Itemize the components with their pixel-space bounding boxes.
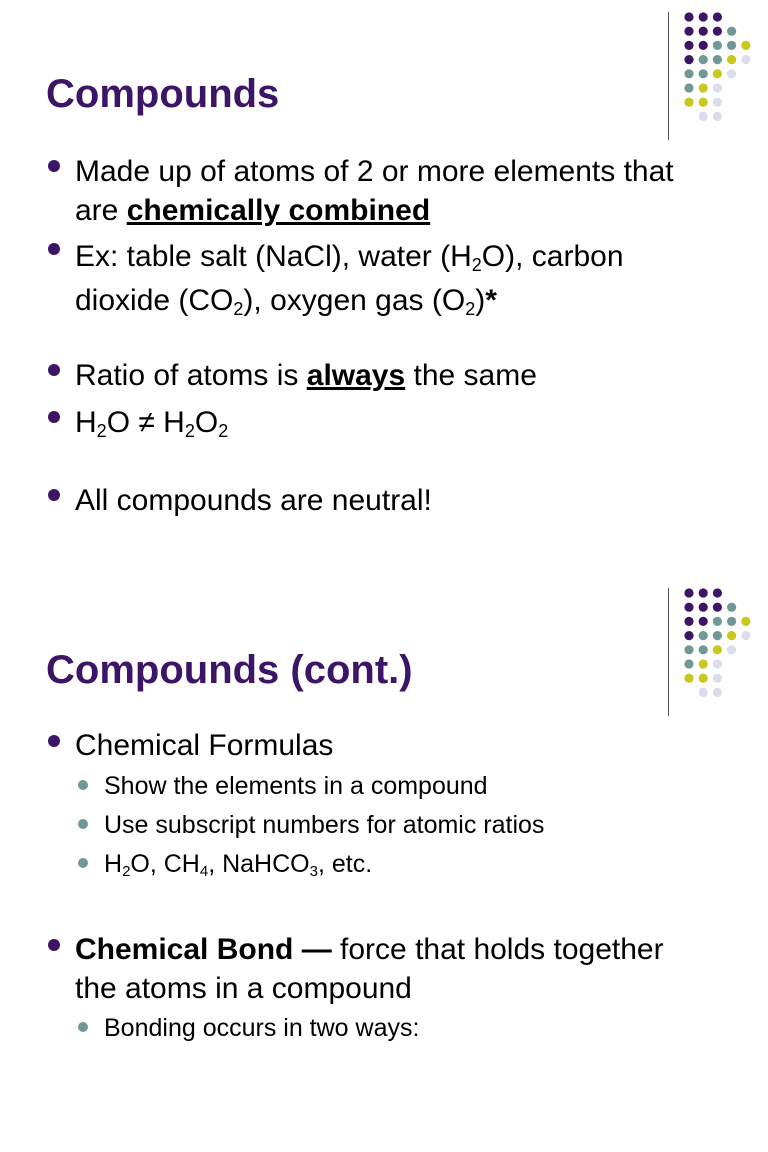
bullet-text: $H_2O \ne H_2O_2$ (75, 406, 229, 442)
decorative-dot (713, 41, 722, 50)
decorative-dot (684, 588, 693, 597)
decorative-dot (699, 55, 708, 64)
decorative-dot (741, 631, 750, 640)
decorative-dot (684, 55, 693, 64)
emphasis-text: always (306, 359, 406, 392)
decorative-dot (699, 98, 708, 107)
decorative-dot (727, 645, 736, 654)
decorative-dot (699, 588, 708, 597)
bullet-text: Chemical Bond — force that holds together the atoms in a compound (75, 933, 664, 1005)
decorative-dot (699, 617, 708, 626)
decorative-dot (741, 617, 750, 626)
decorative-dot (699, 69, 708, 78)
bullet-text: Made up of atoms of 2 or more elements that are chemically combined (75, 155, 674, 227)
decorative-dot (727, 617, 736, 626)
decorative-dot (713, 674, 722, 683)
emphasis-text: chemically combined (126, 194, 431, 227)
decorative-dot (699, 112, 708, 121)
decorative-dot (699, 631, 708, 640)
decorative-dot (713, 588, 722, 597)
decorative-dot (684, 41, 693, 50)
decorative-dot (699, 41, 708, 50)
slide-2 (0, 576, 768, 1152)
decorative-dot (713, 617, 722, 626)
sub-bullet-text: Show the elements in a compound (104, 772, 488, 800)
decorative-dot (713, 27, 722, 36)
decorative-dot (727, 69, 736, 78)
term-label: Chemical Bond — (75, 933, 332, 966)
asterisk-mark: * (485, 284, 497, 317)
bullet-text: Ex: table salt (NaCl), water $(H_2O)$, carbon dioxide $(CO_2)$, oxygen gas $(O_2)*$ (75, 240, 624, 320)
decorative-dot (699, 688, 708, 697)
decorative-dot (713, 55, 722, 64)
decorative-dot (713, 659, 722, 668)
decorative-dot (713, 98, 722, 107)
bullet-dot (48, 160, 60, 172)
decorative-dot (727, 41, 736, 50)
decorative-dot (684, 674, 693, 683)
decorative-dot (684, 631, 693, 640)
decorative-dot (727, 603, 736, 612)
sub-bullet-dot (78, 858, 88, 868)
decorative-dot (713, 688, 722, 697)
bullet-text: Ratio of atoms is always the same (75, 359, 537, 392)
slide-title: Compounds (46, 72, 280, 116)
decorative-dot (713, 631, 722, 640)
decorative-dot (699, 645, 708, 654)
decorative-dot (699, 27, 708, 36)
decorative-dot (741, 41, 750, 50)
bullet-dot (48, 411, 60, 423)
sub-bullet-text: $H_2O$, $CH_4$, NaHCO$_3$, etc. (104, 850, 373, 881)
sub-bullet-text: Bonding occurs in two ways: (104, 1014, 420, 1042)
decorative-dot (699, 83, 708, 92)
decorative-dot (684, 98, 693, 107)
bullet-dot (48, 939, 60, 951)
sub-bullet-dot (78, 780, 88, 790)
decorative-dot (713, 645, 722, 654)
title-divider-line (668, 588, 669, 716)
decorative-dot (713, 69, 722, 78)
decorative-dot (684, 27, 693, 36)
decorative-dot (684, 12, 693, 21)
decorative-dot (684, 617, 693, 626)
decorative-dot (684, 603, 693, 612)
title-divider-line (668, 12, 669, 140)
decorative-dot (699, 674, 708, 683)
decorative-dot (713, 12, 722, 21)
decorative-dot (684, 659, 693, 668)
decorative-dot (684, 645, 693, 654)
decorative-dot (727, 27, 736, 36)
decorative-dot (713, 603, 722, 612)
bullet-text: Chemical Formulas (75, 729, 334, 762)
sub-bullet-dot (78, 819, 88, 829)
sub-bullet-text: Use subscript numbers for atomic ratios (104, 811, 545, 839)
bullet-dot (48, 489, 60, 501)
decorative-dot (699, 12, 708, 21)
decorative-dot (684, 69, 693, 78)
decorative-dot (699, 659, 708, 668)
decorative-dot (684, 83, 693, 92)
decorative-dot (727, 631, 736, 640)
decorative-dot (713, 112, 722, 121)
decorative-dot (727, 55, 736, 64)
bullet-dot (48, 243, 60, 255)
decorative-dot (741, 55, 750, 64)
bullet-text: All compounds are neutral! (75, 484, 432, 517)
bullet-dot (48, 735, 60, 747)
decorative-dot (713, 83, 722, 92)
bullet-dot (48, 364, 60, 376)
decorative-dot (699, 603, 708, 612)
slide-title: Compounds (cont.) (46, 648, 413, 692)
